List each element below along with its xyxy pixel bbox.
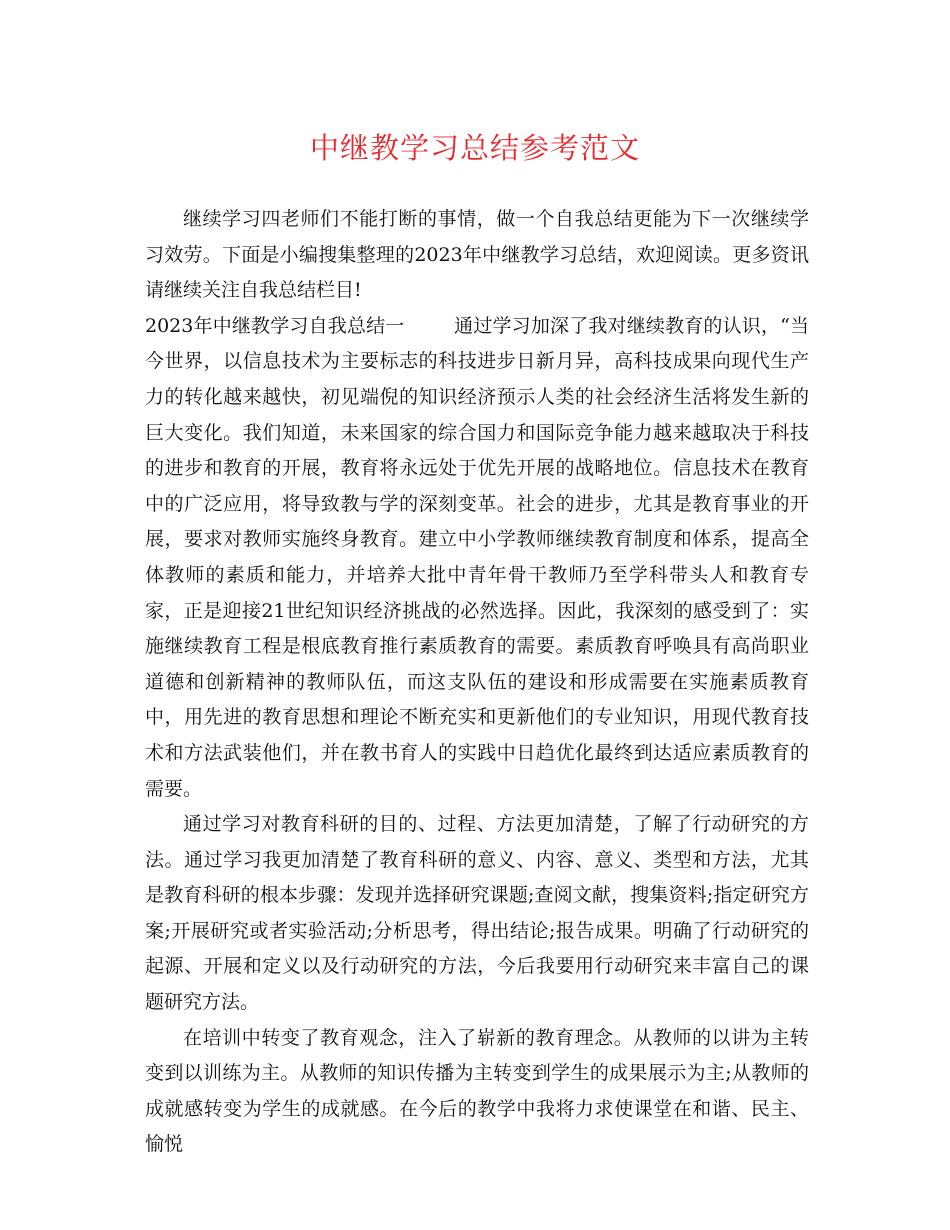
document-body — [145, 202, 809, 1163]
document-title: 中继教学习总结参考范文 — [309, 131, 640, 165]
paragraph-research-methods — [145, 807, 809, 1021]
paragraph-summary-one — [145, 309, 809, 807]
paragraph-text: 通过学习加深了我对继续教育的认识，“当今世界，以信息技术为主要标志的科技进步日新月异，高科技成果向现代生产力的转化越来越快，初见端倪的知识经济预示人类的社会经济生活将发生新的巨大变化。我们知道，未来国家的综合国力和国际竞争能力越来越取决于科技的进步和教育的开展，教育将永远处于优先开展的战略地位。信息技术在教育中的广泛应用，将导致教与学的深刻变革。社会的进步，尤其是教育事业的开展，要求对教师实施终身教育。建立中小学教师继续教育制度和体系，提高全体教师的素质和能力，并培养大批中青年骨干教师乃至学科带头人和教育专家，正是迎接21世纪知识经济挑战的必然选择。因此，我深刻的感受到了：实施继续教育工程是根底教育推行素质教育的需要。素质教育呼唤具有高尚职业道德和创新精神的教师队伍，而这支队伍的建设和形成需要在实施素质教育中，用先进的教育思想和理论不断充实和更新他们的专业知识，用现代教育技术和方法武装他们，并在教书育人的实践中日趋优化最终到达适应素质教育的需要。 — [145, 314, 810, 800]
paragraph-text: 通过学习对教育科研的目的、过程、方法更加清楚，了解了行动研究的方法。通过学习我更加清楚了教育科研的意义、内容、意义、类型和方法，尤其是教育科研的根本步骤：发现并选择研究课题;查阅文献，搜集资料;指定研究方案;开展研究或者实验活动;分析思考，得出结论;报告成果。明确了行动研究的起源、开展和定义以及行动研究的方法，今后我要用行动研究来丰富自己的课题研究方法。 — [145, 813, 809, 1014]
paragraph-intro — [145, 202, 809, 309]
paragraph-text: 在培训中转变了教育观念，注入了崭新的教育理念。从教师的以讲为主转变到以训练为主。从教师的知识传播为主转变到学生的成果展示为主;从教师的成就感转变为学生的成就感。在今后的教学中我将力求使课堂在和谐、民主、愉悦 — [145, 1026, 809, 1156]
paragraph-training-concepts — [145, 1021, 809, 1163]
section-heading: 2023年中继教学习自我总结一 — [145, 314, 455, 337]
paragraph-text: 继续学习四老师们不能打断的事情，做一个自我总结更能为下一次继续学习效劳。下面是小编搜集整理的2023年中继教学习总结，欢迎阅读。更多资讯请继续关注自我总结栏目! — [145, 208, 809, 302]
